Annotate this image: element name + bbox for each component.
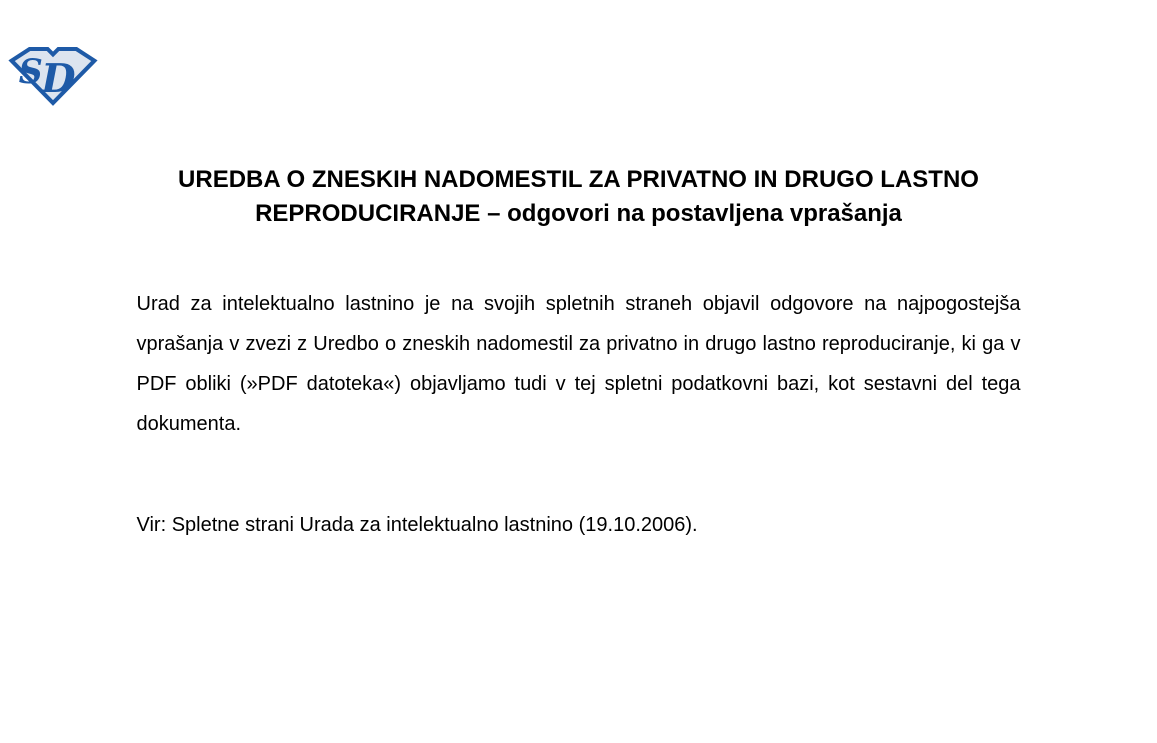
logo-letter-s: S xyxy=(18,52,43,92)
sd-diamond-logo-icon xyxy=(8,44,98,108)
document-content xyxy=(137,0,1021,538)
document-source-line: Vir: Spletne strani Urada za intelektualno lastnino (19.10.2006). xyxy=(136,514,698,536)
document-title: UREDBA O ZNESKIH NADOMESTIL ZA PRIVATNO IN DRUGO LASTNO REPRODUCIRANJE – odgovori na postavljena vprašanja xyxy=(178,166,979,227)
sd-diamond-logo xyxy=(8,44,98,108)
document-paragraph: Urad za intelektualno lastnino je na svojih spletnih straneh objavil odgovore na najpogostejša vprašanja v zvezi z Uredbo o zneskih nadomestil za privatno in drugo lastno reproduciranje, ki ga v PDF obliki (»PDF datoteka«) objavljamo tudi v tej spletni podatkovni bazi, kot sestavni del tega dokumenta. xyxy=(136,293,1021,435)
logo-letter-d: D xyxy=(41,56,76,103)
